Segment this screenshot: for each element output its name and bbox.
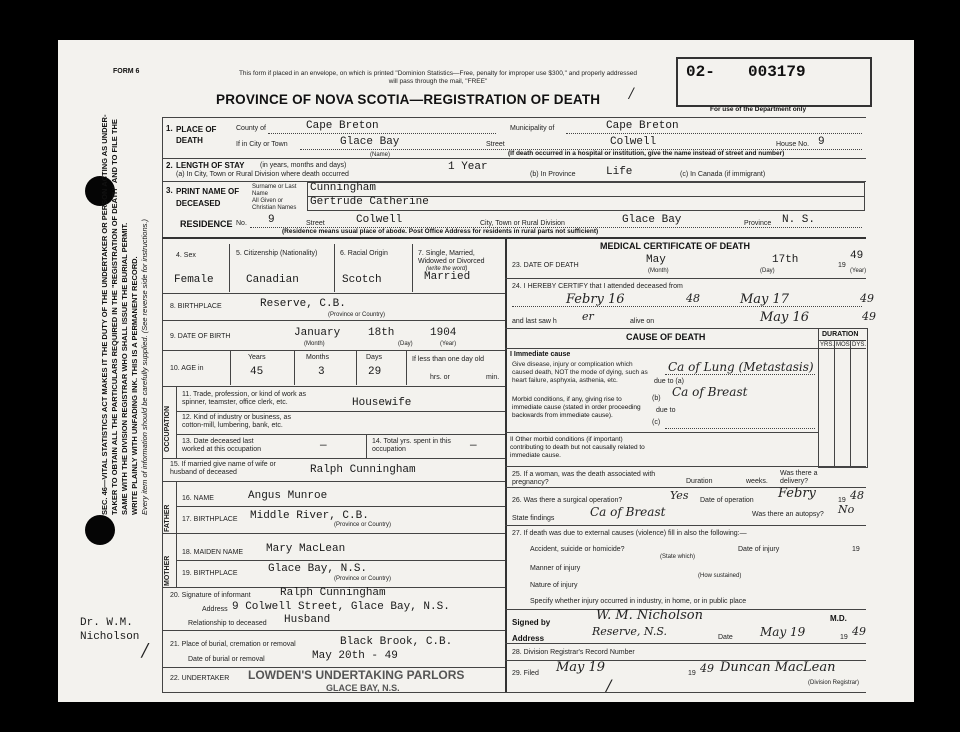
margin-note-line2: Nicholson: [80, 631, 140, 643]
operation-year-value: 48: [850, 489, 864, 502]
racial-origin-value: Scotch: [342, 274, 382, 286]
side-text-line1: SEC. 46—VITAL STATISTICS ACT MAKES IT THE DUTY OF THE UNDERTAKER OR PERSON ACTING AS UNDER-: [100, 114, 109, 515]
residence-city: Glace Bay: [622, 214, 682, 226]
marital-status-value: Married: [424, 271, 471, 283]
mother-side-label: MOTHER: [164, 555, 171, 586]
side-text-line2: TAKER TO OBTAIN ALL THE PARTICULARS REQUIRED IN THE "REGISTRATION OF DEATH" AND TO FILE THE: [110, 119, 119, 515]
father-side-label: FATHER: [164, 504, 171, 532]
attended-to-year: 49: [860, 292, 874, 305]
last-saw-pronoun: er: [582, 310, 594, 323]
margin-note-check: /: [142, 640, 149, 661]
stay-city-value: 1 Year: [448, 161, 488, 173]
length-of-stay-label: LENGTH OF STAY: [176, 161, 245, 170]
surgical-operation-value: Yes: [670, 489, 689, 502]
cause-a-value: Ca of Lung (Metastasis): [668, 360, 814, 374]
citizenship-value: Canadian: [246, 274, 299, 286]
page-title: PROVINCE OF NOVA SCOTIA—REGISTRATION OF DEATH: [216, 92, 601, 107]
sex-value: Female: [174, 274, 214, 286]
autopsy-value: No: [838, 503, 855, 516]
q1-number: 1.: [166, 124, 173, 133]
occupation-side-label: OCCUPATION: [164, 405, 171, 452]
mailing-notice: This form if placed in an envelope, on which is printed "Dominion Statistics—Free, penalty for improper use $300," and properly addressed will pass through the mail, "FREE": [238, 70, 638, 85]
side-instructions: [100, 115, 150, 515]
residence-province: N. S.: [782, 214, 816, 226]
surname-value: Cunningham: [310, 182, 377, 194]
dob-year: 1904: [430, 327, 457, 339]
print-name-label: PRINT NAME OF DECEASED: [176, 187, 240, 208]
attended-from-year: 48: [686, 292, 700, 305]
birthplace-value: Reserve, C.B.: [260, 298, 346, 310]
years-in-occupation-value: —: [470, 440, 477, 452]
operation-date-value: Febry: [778, 486, 816, 501]
department-use-note: For use of the Department only: [710, 106, 807, 113]
punch-hole-bottom: [85, 515, 115, 545]
medical-certificate-header: MEDICAL CERTIFICATE OF DEATH: [600, 241, 750, 251]
side-text-line3: SAME WITH THE DIVISION REGISTRAR WHO SHALL ISSUE THE BURIAL PERMIT.: [120, 222, 129, 515]
age-days-value: 29: [368, 366, 382, 378]
undertaker-stamp: LOWDEN'S UNDERTAKING PARLORS: [248, 668, 465, 682]
filed-year: 49: [700, 662, 714, 675]
residence-note: (Residence means usual place of abode. Post Office Address for residents in rural parts not sufficient): [282, 228, 599, 235]
informant-address-value: 9 Colwell Street, Glace Bay, N.S.: [232, 601, 450, 613]
burial-date-value: May 20th - 49: [312, 650, 398, 662]
mother-birthplace-value: Glace Bay, N.S.: [268, 563, 368, 575]
occupation-value: Housewife: [352, 397, 412, 409]
father-birthplace-value: Middle River, C.B.: [250, 510, 369, 522]
registration-number: 003179: [748, 63, 806, 81]
street-of-death-value: Colwell: [610, 136, 657, 148]
last-worked-value: —: [320, 440, 327, 452]
findings-value: Ca of Breast: [590, 505, 666, 519]
cause-b-value: Ca of Breast: [672, 385, 748, 399]
cause-of-death-header: CAUSE OF DEATH: [626, 332, 706, 342]
relationship-value: Husband: [284, 614, 331, 626]
dob-month: January: [294, 327, 341, 339]
signature-date: May 19: [760, 625, 806, 639]
institution-note: (If death occurred in a hospital or institution, give the name instead of street and number): [508, 150, 785, 157]
duration-box: [818, 328, 868, 468]
title-checkmark: /: [629, 86, 634, 102]
alive-on-year: 49: [862, 310, 876, 323]
dob-day: 18th: [368, 327, 395, 339]
side-text-line4: WRITE PLAINLY WITH UNFADING INK. THIS IS A PERMANENT RECORD.: [130, 256, 139, 515]
physician-address: Reserve, N.S.: [592, 625, 667, 638]
residence-number: 9: [268, 214, 275, 226]
surname-box: [307, 182, 865, 197]
form-number: FORM 6: [113, 68, 140, 75]
stay-province-value: Life: [606, 166, 633, 178]
alive-on-date: May 16: [760, 310, 810, 325]
age-years-value: 45: [250, 366, 264, 378]
given-names-value: Gertrude Catherine: [310, 196, 429, 208]
age-months-value: 3: [318, 366, 325, 378]
physician-signature: W. M. Nicholson: [596, 608, 703, 623]
residence-label: RESIDENCE: [180, 219, 233, 229]
residence-street: Colwell: [356, 214, 403, 226]
municipality-value: Cape Breton: [606, 120, 679, 132]
father-name-value: Angus Munroe: [248, 490, 328, 502]
burial-place-value: Black Brook, C.B.: [340, 636, 453, 648]
undertaker-stamp-city: GLACE BAY, N.S.: [326, 683, 400, 693]
margin-note-line1: Dr. W.M.: [80, 617, 133, 629]
signature-year: 49: [852, 625, 866, 638]
filed-date: May 19: [556, 660, 606, 675]
house-number-value: 9: [818, 136, 825, 148]
spouse-value: Ralph Cunningham: [310, 464, 416, 476]
place-of-death-label: PLACE OF DEATH: [176, 125, 217, 145]
county-value: Cape Breton: [306, 120, 379, 132]
death-month: May: [646, 254, 666, 266]
death-year: 49: [850, 250, 864, 262]
filed-checkmark: /: [606, 676, 612, 695]
registrar-signature: Duncan MacLean: [720, 660, 836, 675]
registration-prefix: 02-: [686, 63, 715, 81]
mother-maiden-name-value: Mary MacLean: [266, 543, 346, 555]
city-of-death-value: Glace Bay: [340, 136, 400, 148]
death-day: 17th: [772, 254, 799, 266]
attended-from: Febry 16: [566, 292, 625, 307]
attended-to: May 17: [740, 292, 790, 307]
informant-signature-value: Ralph Cunningham: [280, 587, 386, 599]
side-text-line5: Every item of information should be carefully supplied. (See reverse side for instructions.): [140, 219, 149, 515]
